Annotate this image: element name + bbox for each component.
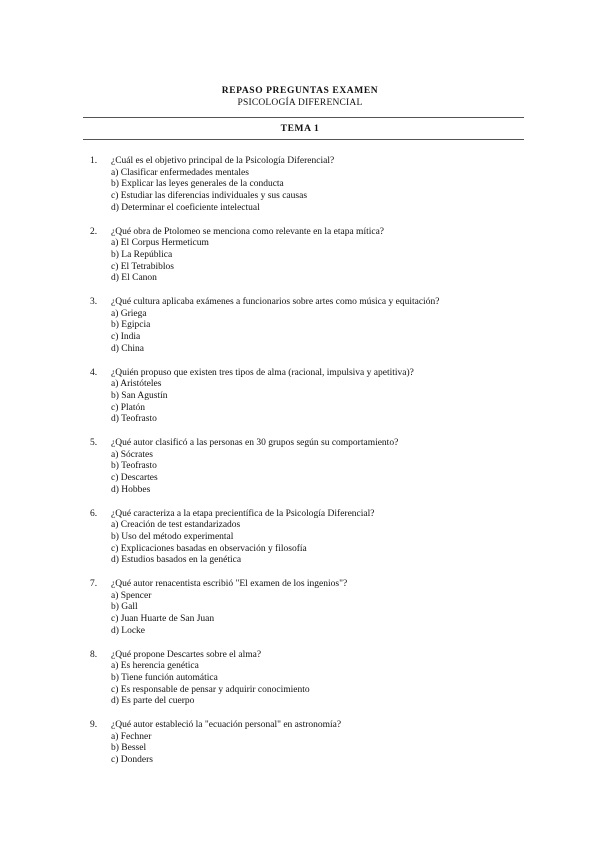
answer-option: d) Locke [111, 625, 146, 636]
answer-option: c) Descartes [111, 473, 158, 483]
answer-option: d) Teofrasto [111, 414, 157, 425]
answer-options [111, 309, 150, 356]
question-number: 2. [90, 226, 98, 237]
answer-options [111, 591, 214, 638]
question-number: 6. [90, 508, 98, 519]
answer-options [111, 520, 307, 567]
question-text: ¿Qué autor renacentista escribió "El examen de los ingenios"? [111, 579, 348, 589]
answer-option: b) Teofrasto [111, 461, 157, 472]
question-item [0, 720, 600, 791]
question-text: ¿Qué propone Descartes sobre el alma? [111, 649, 262, 660]
answer-option: b) San Agustín [111, 390, 168, 401]
divider-top [83, 117, 524, 118]
divider-bottom [83, 139, 524, 140]
answer-options [111, 379, 167, 426]
question-item [0, 297, 600, 368]
answer-option: d) China [111, 343, 144, 354]
question-number: 3. [90, 297, 98, 307]
answer-option: c) Donders [111, 755, 153, 765]
answer-option: a) Creación de test estandarizados [111, 520, 241, 531]
answer-option: d) El Canon [111, 273, 157, 284]
question-number: 8. [90, 649, 98, 660]
answer-option: b) Bessel [111, 743, 147, 754]
answer-option: c) Explicaciones basadas en observación y filosofía [111, 543, 307, 554]
answer-option: b) Uso del método experimental [111, 531, 234, 542]
answer-option: a) Fechner [111, 731, 152, 742]
answer-option: d) Estudios basados en la genética [111, 555, 242, 566]
answer-option: a) El Corpus Hermeticum [111, 238, 209, 249]
answer-options [111, 661, 310, 708]
question-number: 1. [90, 156, 98, 166]
question-item [0, 227, 600, 298]
answer-options [111, 450, 158, 497]
answer-option: b) Gall [111, 602, 138, 613]
question-text: ¿Qué autor clasificó a las personas en 30 grupos según su comportamiento? [111, 438, 399, 448]
question-item [0, 156, 600, 227]
answer-option: b) Egipcia [111, 320, 151, 331]
question-text: ¿Qué cultura aplicaba exámenes a funcionarios sobre artes como música y equitación? [111, 297, 440, 307]
answer-option: c) Es responsable de pensar y adquirir conocimiento [111, 684, 310, 695]
question-item [0, 368, 600, 439]
answer-option: b) Explicar las leyes generales de la conducta [111, 179, 284, 190]
answer-options [111, 238, 209, 285]
answer-options [111, 732, 153, 767]
answer-option: a) Griega [111, 308, 147, 319]
answer-option: c) Juan Huarte de San Juan [111, 614, 215, 624]
question-text: ¿Qué obra de Ptolomeo se menciona como relevante en la etapa mítica? [111, 226, 385, 237]
question-number: 4. [90, 367, 98, 378]
section-heading: TEMA 1 [280, 124, 320, 134]
answer-option: b) La República [111, 249, 173, 260]
question-number: 7. [90, 579, 98, 589]
question-item [0, 650, 600, 721]
document-title: REPASO PREGUNTAS EXAMEN [221, 86, 379, 96]
answer-option: d) Determinar el coeficiente intelectual [111, 202, 260, 213]
question-text: ¿Quién propuso que existen tres tipos de alma (racional, impulsiva y apetitiva)? [111, 367, 414, 378]
answer-options [111, 168, 307, 215]
answer-option: a) Es herencia genética [111, 661, 199, 672]
question-text: ¿Cuál es el objetivo principal de la Psicología Diferencial? [111, 156, 335, 166]
answer-option: a) Clasificar enfermedades mentales [111, 167, 249, 178]
question-item [0, 509, 600, 580]
answer-option: b) Tiene función automática [111, 672, 218, 683]
answer-option: d) Hobbes [111, 484, 151, 495]
question-text: ¿Qué autor estableció la "ecuación personal" en astronomía? [111, 720, 342, 730]
answer-option: c) El Tetrabiblos [111, 261, 175, 272]
question-item [0, 579, 600, 650]
answer-option: c) India [111, 332, 141, 342]
question-list [0, 156, 600, 791]
question-number: 9. [90, 720, 98, 730]
answer-option: a) Aristóteles [111, 379, 162, 390]
answer-option: a) Sócrates [111, 449, 153, 460]
question-item [0, 438, 600, 509]
answer-option: c) Platón [111, 402, 146, 413]
question-text: ¿Qué caracteriza a la etapa precientífica de la Psicología Diferencial? [111, 508, 375, 519]
document-subtitle: PSICOLOGÍA DIFERENCIAL [237, 98, 363, 108]
answer-option: d) Es parte del cuerpo [111, 696, 195, 707]
answer-option: c) Estudiar las diferencias individuales y sus causas [111, 191, 308, 201]
answer-option: a) Spencer [111, 590, 152, 601]
question-number: 5. [90, 438, 98, 448]
